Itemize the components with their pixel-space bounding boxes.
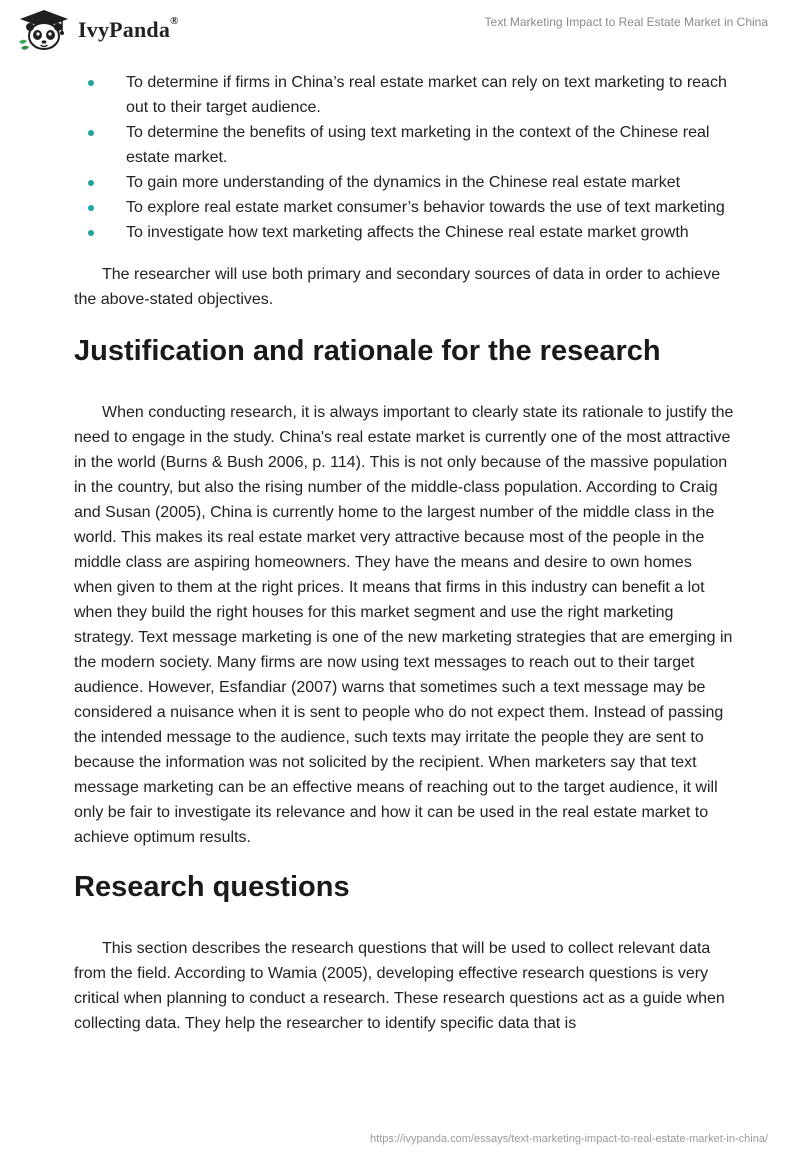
research-questions-paragraph: This section describes the research questions that will be used to collect relevant data from the field. According to Wamia (2005), developing effective research questions is very critical when planning to conduct a research. These research questions act as a guide when collecting data. They help the researcher to identify specific data that is [74, 940, 725, 1032]
page-header [0, 0, 800, 60]
list-item [74, 220, 734, 245]
bullet-dot-icon [88, 205, 94, 211]
justification-paragraph: When conducting research, it is always important to clearly state its rationale to justify the need to engage in the study. China's real estate market is currently one of the most attractive in the world (Burns & Bush 2006, p. 114). This is not only because of the massive population in the country, but also the rising number of the middle-class population. According to Craig and Susan (2005), China is currently home to the largest number of the middle class in the world. This makes its real estate market very attractive because most of the people in the middle class are aspiring homeowners. They have the means and desire to own homes when given to them at the right prices. It means that firms in this industry can benefit a lot when they build the right houses for this market segment and use the right marketing strategy. Text message marketing is one of the new marketing strategies that are emerging in the modern society. Many firms are now using text messages to reach out to their target audience. However, Esfandiar (2007) warns that sometimes such a text message may be considered a nuisance when it is sent to people who do not expect them. Instead of passing the intended message to the audience, such texts may irritate the people they are sent to because the information was not solicited by the recipient. When marketers say that text message marketing can be an effective means of reaching out to the target audience, it will only be fair to investigate its relevance and how it can be used in the real estate market to achieve optimum results. [74, 404, 734, 846]
essay-content [74, 70, 734, 1036]
list-item [74, 120, 734, 170]
list-item [74, 70, 734, 120]
list-item-text: To investigate how text marketing affects the Chinese real estate market growth [126, 224, 689, 241]
brand-logo[interactable] [16, 8, 179, 52]
source-url[interactable]: https://ivypanda.com/essays/text-marketing-impact-to-real-estate-market-in-china/ [370, 1133, 768, 1145]
justification-heading: Justification and rationale for the research [74, 335, 661, 367]
objectives-summary-paragraph: The researcher will use both primary and secondary sources of data in order to achieve the above-stated objectives. [74, 266, 721, 308]
bullet-dot-icon [88, 80, 94, 86]
list-item [74, 170, 734, 195]
brand-name [78, 17, 179, 43]
list-item-text: To determine the benefits of using text marketing in the context of the Chinese real estate market. [126, 124, 710, 166]
panda-graduate-icon [16, 8, 72, 52]
registered-mark: ® [170, 15, 179, 27]
bullet-dot-icon [88, 230, 94, 236]
list-item-text: To determine if firms in China’s real estate market can rely on text marketing to reach out to their target audience. [126, 74, 727, 116]
bullet-dot-icon [88, 180, 94, 186]
brand-name-text: IvyPanda [78, 17, 171, 42]
document-title: Text Marketing Impact to Real Estate Market in China [484, 15, 768, 29]
objectives-list [74, 70, 734, 245]
list-item-text: To gain more understanding of the dynamics in the Chinese real estate market [126, 174, 681, 191]
list-item [74, 195, 734, 220]
list-item-text: To explore real estate market consumer’s behavior towards the use of text marketing [126, 199, 725, 216]
research-questions-heading: Research questions [74, 871, 350, 903]
bullet-dot-icon [88, 130, 94, 136]
